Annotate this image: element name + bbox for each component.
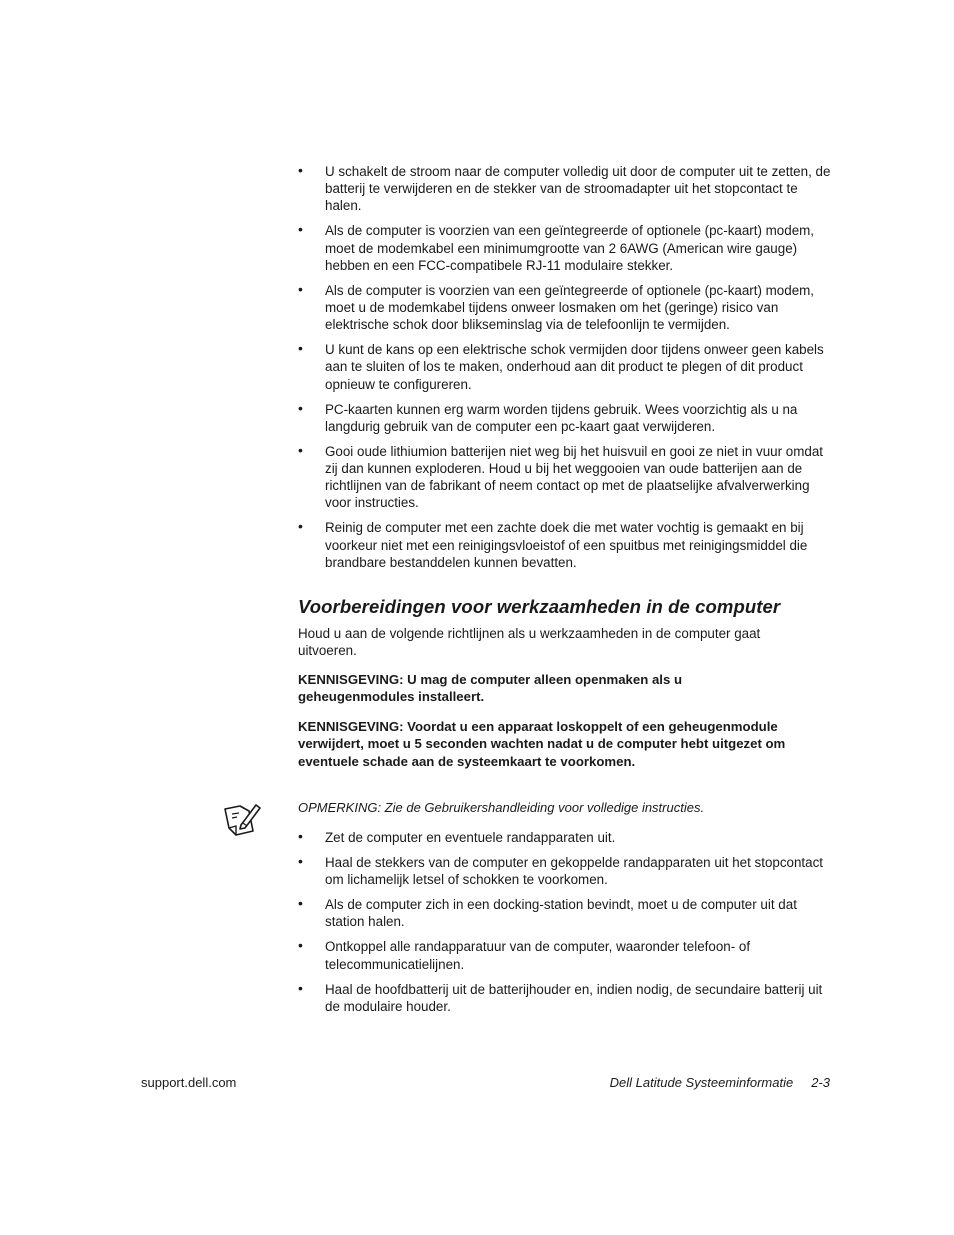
notice-wait-before-removal: KENNISGEVING: Voordat u een apparaat loskoppelt of een geheugenmodule verwijdert, moet u 5 seconden wachten nadat u de computer hebt uitgezet om eventuele schade aan de systeemkaart te voorkomen.: [298, 719, 786, 769]
list-item: [298, 854, 833, 888]
section-heading: Voorbereidingen voor werkzaamheden in de computer: [298, 596, 781, 617]
bullet-icon: •: [298, 518, 303, 535]
list-item-text: Als de computer is voorzien van een geïntegreerde of optionele (pc-kaart) modem, moet de modemkabel een minimumgrootte van 2 6AWG (American wire gauge) hebben en een FCC-compatibele RJ-11 modulaire stekker.: [325, 223, 815, 273]
safety-bullet-list: [298, 163, 833, 579]
list-item-text: Haal de stekkers van de computer en gekoppelde randapparaten uit het stopcontact om lichamelijk letsel of schokken te voorkomen.: [325, 855, 824, 888]
list-item-text: U kunt de kans op een elektrische schok vermijden door tijdens onweer geen kabels aan te sluiten of los te maken, onderhoud aan dit product te plegen of dit product opnieuw te configureren.: [325, 342, 824, 392]
bullet-icon: •: [298, 441, 303, 458]
note-pencil-icon: [222, 801, 262, 839]
list-item: [298, 443, 833, 512]
bullet-icon: •: [298, 937, 303, 954]
bullet-icon: •: [298, 853, 303, 869]
notice-memory-install: KENNISGEVING: U mag de computer alleen openmaken als u geheugenmodules installeert.: [298, 672, 682, 705]
note-text: OPMERKING: Zie de Gebruikershandleiding voor volledige instructies.: [298, 800, 705, 815]
list-item: [298, 163, 833, 215]
list-item-text: Reinig de computer met een zachte doek die met water vochtig is gemaakt en bij voorkeur niet met een reinigingsvloeistof of een spuitbus met reinigingsmiddel die brandbare bestanddelen kunnen bevatten.: [325, 520, 808, 570]
list-item: [298, 401, 833, 435]
steps-bullet-list: [298, 829, 833, 1023]
bullet-icon: •: [298, 399, 303, 416]
list-item-text: U schakelt de stroom naar de computer volledig uit door de computer uit te zetten, de batterij te verwijderen en de stekker van de stroomadapter uit het stopcontact te halen.: [325, 164, 831, 214]
list-item-text: Als de computer zich in een docking-station bevindt, moet u de computer uit dat station halen.: [325, 897, 797, 930]
list-item: [298, 896, 833, 930]
list-item: [298, 829, 833, 846]
list-item: [298, 282, 833, 334]
list-item-text: Haal de hoofdbatterij uit de batterijhouder en, indien nodig, de secundaire batterij uit de modulaire houder.: [325, 981, 823, 1014]
list-item: [298, 938, 833, 972]
bullet-icon: •: [298, 828, 303, 844]
list-item: [298, 341, 833, 393]
footer-title: Dell Latitude Systeeminformatie: [609, 1075, 794, 1090]
list-item: [298, 981, 833, 1015]
bullet-icon: •: [298, 340, 303, 357]
list-item-text: Als de computer is voorzien van een geïntegreerde of optionele (pc-kaart) modem, moet u de modemkabel tijdens onweer losmaken om het (geringe) risico van elektrische schok door blikseminslag via de telefoonlijn te vermijden.: [325, 282, 815, 333]
list-item-text: Gooi oude lithiumion batterijen niet weg bij het huisvuil en gooi ze niet in vuur omdat zij dan kunnen exploderen. Houd u bij het weggooien van oude batterijen aan de richtlijnen van de fabrikant of neem contact op met de plaatselijke afvalverwerking voor instructies.: [325, 443, 823, 511]
list-item-text: Zet de computer en eventuele randapparaten uit.: [325, 830, 616, 845]
footer-url: support.dell.com: [141, 1075, 237, 1090]
bullet-icon: •: [298, 221, 303, 238]
list-item-text: PC-kaarten kunnen erg warm worden tijdens gebruik. Wees voorzichtig als u na langdurig gebruik van de computer een pc-kaart gaat verwijderen.: [325, 401, 798, 434]
list-item: [298, 519, 833, 571]
section-intro: Houd u aan de volgende richtlijnen als u werkzaamheden in de computer gaat uitvoeren.: [298, 626, 761, 659]
list-item: [298, 222, 833, 274]
bullet-icon: •: [298, 979, 303, 996]
bullet-icon: •: [298, 895, 303, 912]
page-number: 2-3: [811, 1075, 830, 1090]
list-item-text: Ontkoppel alle randapparatuur van de computer, waaronder telefoon- of telecommunicatielijnen.: [325, 939, 751, 972]
bullet-icon: •: [298, 280, 303, 297]
footer-running-title: [610, 1074, 830, 1091]
bullet-icon: •: [298, 162, 303, 178]
